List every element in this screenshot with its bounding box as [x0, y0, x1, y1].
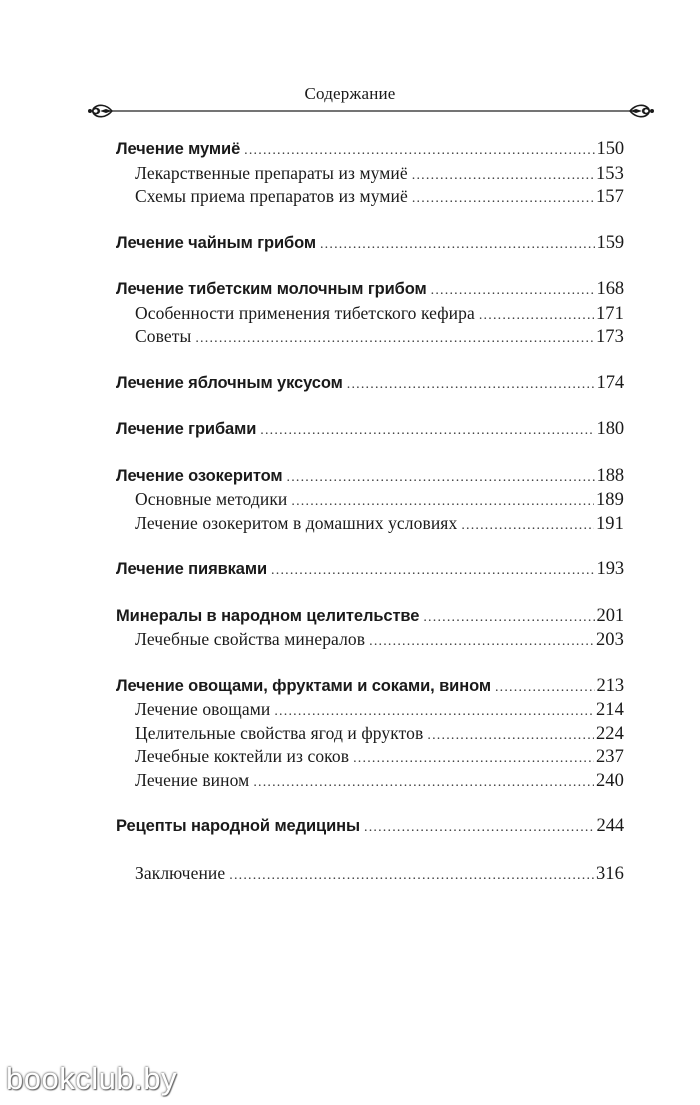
toc-entry-title: Заключение — [135, 862, 226, 883]
toc-subsection — [116, 722, 624, 746]
toc-subsection — [116, 862, 624, 886]
left-ornament-icon — [88, 105, 112, 116]
dot-leader — [364, 816, 595, 840]
toc-page-number: 214 — [595, 700, 624, 720]
dot-leader — [412, 164, 594, 188]
toc-chapter — [116, 675, 624, 699]
dot-leader — [412, 187, 594, 211]
toc-chapter — [116, 372, 624, 396]
toc-entry-title: Рецепты народной медицины — [116, 817, 360, 835]
dot-leader — [353, 747, 594, 771]
toc-subsection — [116, 162, 624, 186]
toc-page-number: 237 — [595, 747, 624, 767]
dot-leader — [244, 139, 594, 163]
dot-leader — [495, 676, 595, 700]
toc-entry-title: Лечение вином — [135, 769, 250, 790]
dot-leader — [253, 771, 594, 795]
right-ornament-icon — [630, 105, 654, 116]
dot-leader — [479, 304, 594, 328]
toc-entry-title: Советы — [135, 326, 192, 346]
toc-page-number: 171 — [595, 303, 624, 324]
toc-chapter — [116, 558, 624, 582]
toc-entry-title: Лекарственные препараты из мумиё — [135, 162, 408, 183]
toc-chapter — [116, 418, 624, 442]
toc-page-number: 150 — [596, 139, 624, 159]
dot-leader — [260, 419, 594, 443]
toc-entry-title: Минералы в народном целительстве — [116, 606, 420, 625]
table-of-contents — [116, 138, 624, 885]
running-title: Содержание — [304, 84, 396, 103]
toc-chapter — [116, 138, 624, 162]
toc-subsection — [116, 628, 624, 652]
dot-leader — [369, 630, 594, 654]
toc-page-number: 153 — [595, 163, 624, 184]
dot-leader — [427, 724, 594, 748]
toc-subsection — [116, 512, 624, 536]
dot-leader — [320, 233, 595, 257]
dot-leader — [229, 864, 594, 888]
toc-entry-title: Основные методики — [135, 489, 288, 509]
toc-entry-title: Лечение овощами — [135, 699, 271, 719]
toc-page-number: 224 — [595, 723, 624, 744]
dot-leader — [423, 606, 594, 630]
toc-page-number: 157 — [595, 187, 624, 207]
dot-leader — [274, 700, 594, 724]
toc-page-number: 180 — [596, 419, 624, 439]
toc-subsection — [116, 325, 624, 349]
toc-entry-title: Лечебные коктейли из соков — [135, 746, 350, 766]
toc-entry-title: Лечение озокеритом — [116, 466, 283, 485]
watermark-logo: bookclub.by — [6, 1061, 177, 1096]
toc-entry-title: Схемы приема препаратов из мумиё — [135, 186, 408, 206]
toc-chapter — [116, 465, 624, 489]
toc-page-number: 193 — [596, 559, 624, 579]
toc-page-number: 159 — [596, 232, 624, 253]
toc-page-number: 316 — [595, 863, 624, 884]
toc-entry-title: Лечение чайным грибом — [116, 233, 316, 252]
toc-entry-title: Лечение грибами — [116, 420, 257, 438]
toc-page-number: 203 — [595, 630, 624, 650]
dot-leader — [291, 490, 594, 514]
toc-entry-title: Лечение яблочным уксусом — [116, 373, 343, 392]
toc-subsection — [116, 745, 624, 769]
ornamental-rule — [88, 100, 654, 122]
dot-leader — [195, 327, 594, 351]
toc-page-number: 201 — [596, 605, 624, 626]
toc-page-number: 213 — [596, 675, 624, 696]
toc-page-number: 189 — [595, 490, 624, 510]
toc-chapter — [116, 232, 624, 256]
dot-leader — [431, 279, 595, 303]
toc-page-number: 191 — [595, 513, 624, 534]
dot-leader — [271, 559, 595, 583]
toc-page-number: 173 — [595, 327, 624, 347]
dot-leader — [461, 514, 594, 538]
toc-page-number: 244 — [596, 816, 624, 836]
toc-chapter — [116, 278, 624, 302]
toc-page-number: 188 — [596, 465, 624, 486]
toc-page-number: 240 — [595, 770, 624, 791]
dot-leader — [287, 466, 595, 490]
toc-entry-title: Лечение пиявками — [116, 560, 268, 578]
toc-entry-title: Лечение мумиё — [116, 140, 241, 158]
toc-page-number: 168 — [596, 279, 624, 299]
toc-page-number: 174 — [596, 372, 624, 393]
toc-entry-title: Лечение овощами, фруктами и соками, вином — [116, 676, 491, 695]
toc-entry-title: Особенности применения тибетского кефира — [135, 302, 475, 323]
toc-subsection — [116, 698, 624, 722]
toc-chapter — [116, 605, 624, 629]
dot-leader — [347, 373, 595, 397]
toc-entry-title: Лечебные свойства минералов — [135, 629, 366, 649]
toc-subsection — [116, 302, 624, 326]
toc-chapter — [116, 815, 624, 839]
toc-subsection — [116, 769, 624, 793]
toc-subsection — [116, 185, 624, 209]
toc-entry-title: Лечение озокеритом в домашних условиях — [135, 512, 458, 533]
toc-entry-title: Целительные свойства ягод и фруктов — [135, 722, 424, 743]
toc-subsection — [116, 488, 624, 512]
toc-entry-title: Лечение тибетским молочным грибом — [116, 280, 427, 298]
